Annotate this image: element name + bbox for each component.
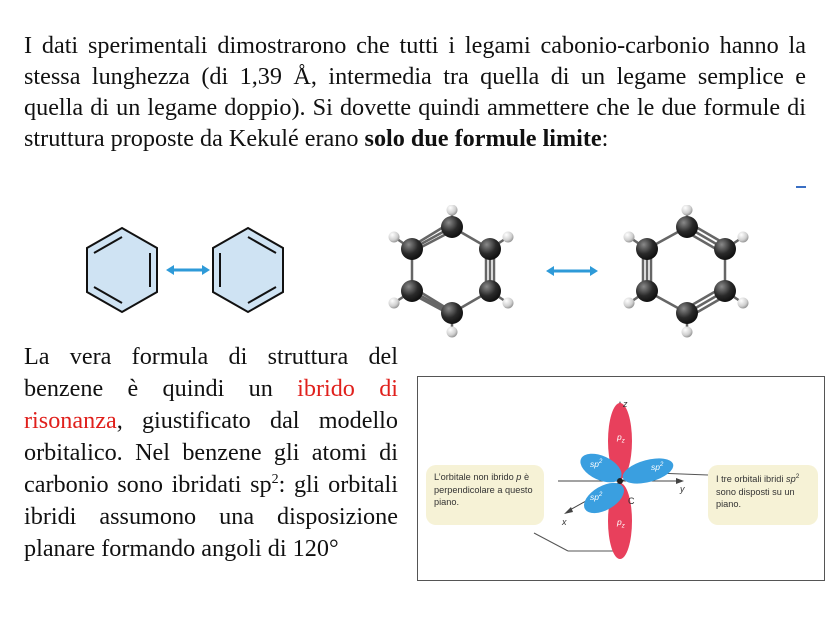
kekule-structures	[80, 222, 290, 322]
orbital-pz-top-label: $p_z$	[617, 432, 625, 445]
hybrid-text-3: : gli orbitali ibridi assumono una disposizione planare formando angoli di 120°	[24, 471, 398, 562]
benzene-ring-right	[213, 228, 283, 312]
intro-text: I dati sperimentali dimostrarono che tutti i legami cabonio-carbonio hanno la stessa lunghezza (di 1,39 Å, intermedia tra quella di un legame semplice e quella di un legame doppio). Si dovette quindi ammettere che le due formule di struttura proposte da Kekulé erano	[24, 32, 806, 152]
callout-sp2-orbitals: I tre orbitali ibridi $sp^2$ sono disposti su un piano.	[708, 465, 818, 525]
intro-paragraph	[24, 30, 806, 154]
resonance-arrow-right	[546, 266, 598, 276]
axis-y-label: y	[680, 484, 685, 494]
orbital-sp2-bottom-label: $sp^2$	[590, 492, 603, 502]
axis-x-label: x	[562, 517, 567, 527]
benzene-ring-left	[87, 228, 157, 312]
axis-z-label: z	[623, 399, 628, 409]
resonance-arrow-left	[166, 265, 210, 275]
hybrid-text-1: La vera formula di struttura del benzene è quindi un	[24, 343, 398, 402]
hybrid-paragraph	[24, 341, 398, 565]
hybrid-text-2: , giustificato dal modello orbitalico. Nel benzene gli atomi di carbonio sono ibridati sp	[24, 407, 398, 498]
molecule-model-left	[389, 205, 514, 338]
molecule-model-right	[624, 205, 749, 338]
decorative-dash	[796, 186, 806, 188]
hybrid-highlight: ibrido di risonanza	[24, 375, 399, 434]
orbital-sp2-right-label: $sp^2$	[651, 462, 664, 472]
intro-end: :	[601, 125, 609, 152]
ball-and-stick-models	[362, 205, 782, 350]
hybrid-sup: 2	[271, 471, 279, 487]
orbital-figure	[417, 376, 825, 581]
orbital-sp2-left-label: $sp^2$	[590, 459, 603, 469]
atom-c-label: C	[628, 496, 635, 506]
callout-p-orbital: L’orbitale non ibrido p è perpendicolare a questo piano.	[426, 465, 544, 525]
orbital-pz-bottom-label: $p_z$	[617, 517, 625, 530]
intro-bold: solo due formule limite	[364, 125, 602, 152]
